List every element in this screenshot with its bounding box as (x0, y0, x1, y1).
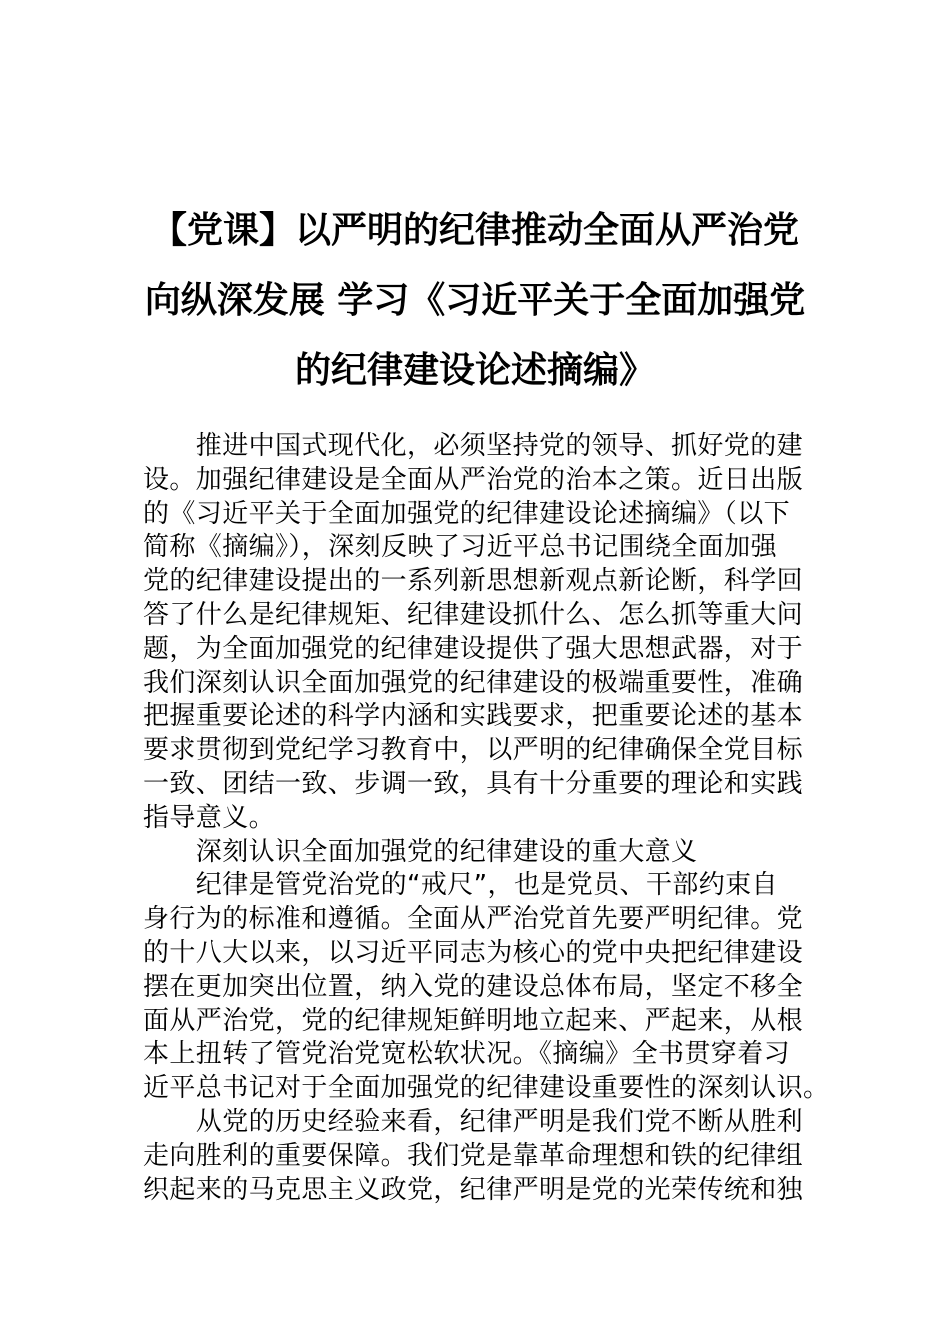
document-title (120, 196, 830, 406)
body-line: 面从严治党，党的纪律规矩鲜明地立起来、严起来，从根 (143, 1005, 804, 1036)
body-line: 从党的历史经验来看，纪律严明是我们党不断从胜利 (143, 1106, 804, 1137)
body-line: 要求贯彻到党纪学习教育中，以严明的纪律确保全党目标 (143, 735, 804, 766)
title-line: 向纵深发展 学习《习近平关于全面加强党 (144, 280, 806, 321)
body-line: 答了什么是纪律规矩、纪律建设抓什么、怎么抓等重大问 (143, 599, 804, 630)
body-line: 本上扭转了管党治党宽松软状况。《摘编》全书贯穿着习 (143, 1039, 791, 1070)
body-line: 题，为全面加强党的纪律建设提供了强大思想武器，对于 (143, 633, 804, 664)
body-line: 推进中国式现代化，必须坚持党的领导、抓好党的建 (143, 431, 804, 461)
body-line: 纪律是管党治党的“戒尺”，也是党员、干部约束自 (143, 870, 778, 901)
body-line: 的《习近平关于全面加强党的纪律建设论述摘编》（以下 (143, 498, 791, 529)
body-line: 的十八大以来，以习近平同志为核心的党中央把纪律建设 (143, 937, 804, 968)
title-line: 【党课】以严明的纪律推动全面从严治党 (150, 210, 799, 251)
body-line: 身行为的标准和遵循。全面从严治党首先要严明纪律。党 (143, 904, 804, 935)
body-line: 设。加强纪律建设是全面从严治党的治本之策。近日出版 (143, 464, 804, 495)
body-line: 指导意义。 (143, 802, 276, 833)
section-heading: 深刻认识全面加强党的纪律建设的重大意义 (143, 836, 698, 867)
body-line: 简称《摘编》），深刻反映了习近平总书记围绕全面加强 (143, 532, 778, 563)
body-line: 近平总书记对于全面加强党的纪律建设重要性的深刻认识。 (143, 1073, 830, 1104)
body-line: 把握重要论述的科学内涵和实践要求，把重要论述的基本 (143, 701, 804, 732)
body-line: 织起来的马克思主义政党，纪律严明是党的光荣传统和独 (143, 1174, 804, 1205)
title-line: 的纪律建设论述摘编》 (294, 350, 655, 391)
body-line: 党的纪律建设提出的一系列新思想新观点新论断，科学回 (143, 566, 804, 597)
body-line: 我们深刻认识全面加强党的纪律建设的极端重要性，准确 (143, 667, 804, 698)
body-line: 摆在更加突出位置，纳入党的建设总体布局，坚定不移全 (143, 971, 804, 1002)
body-line: 走向胜利的重要保障。我们党是靠革命理想和铁的纪律组 (143, 1140, 804, 1171)
body-line: 一致、团结一致、步调一致，具有十分重要的理论和实践 (143, 768, 804, 799)
document-body (143, 430, 830, 1207)
